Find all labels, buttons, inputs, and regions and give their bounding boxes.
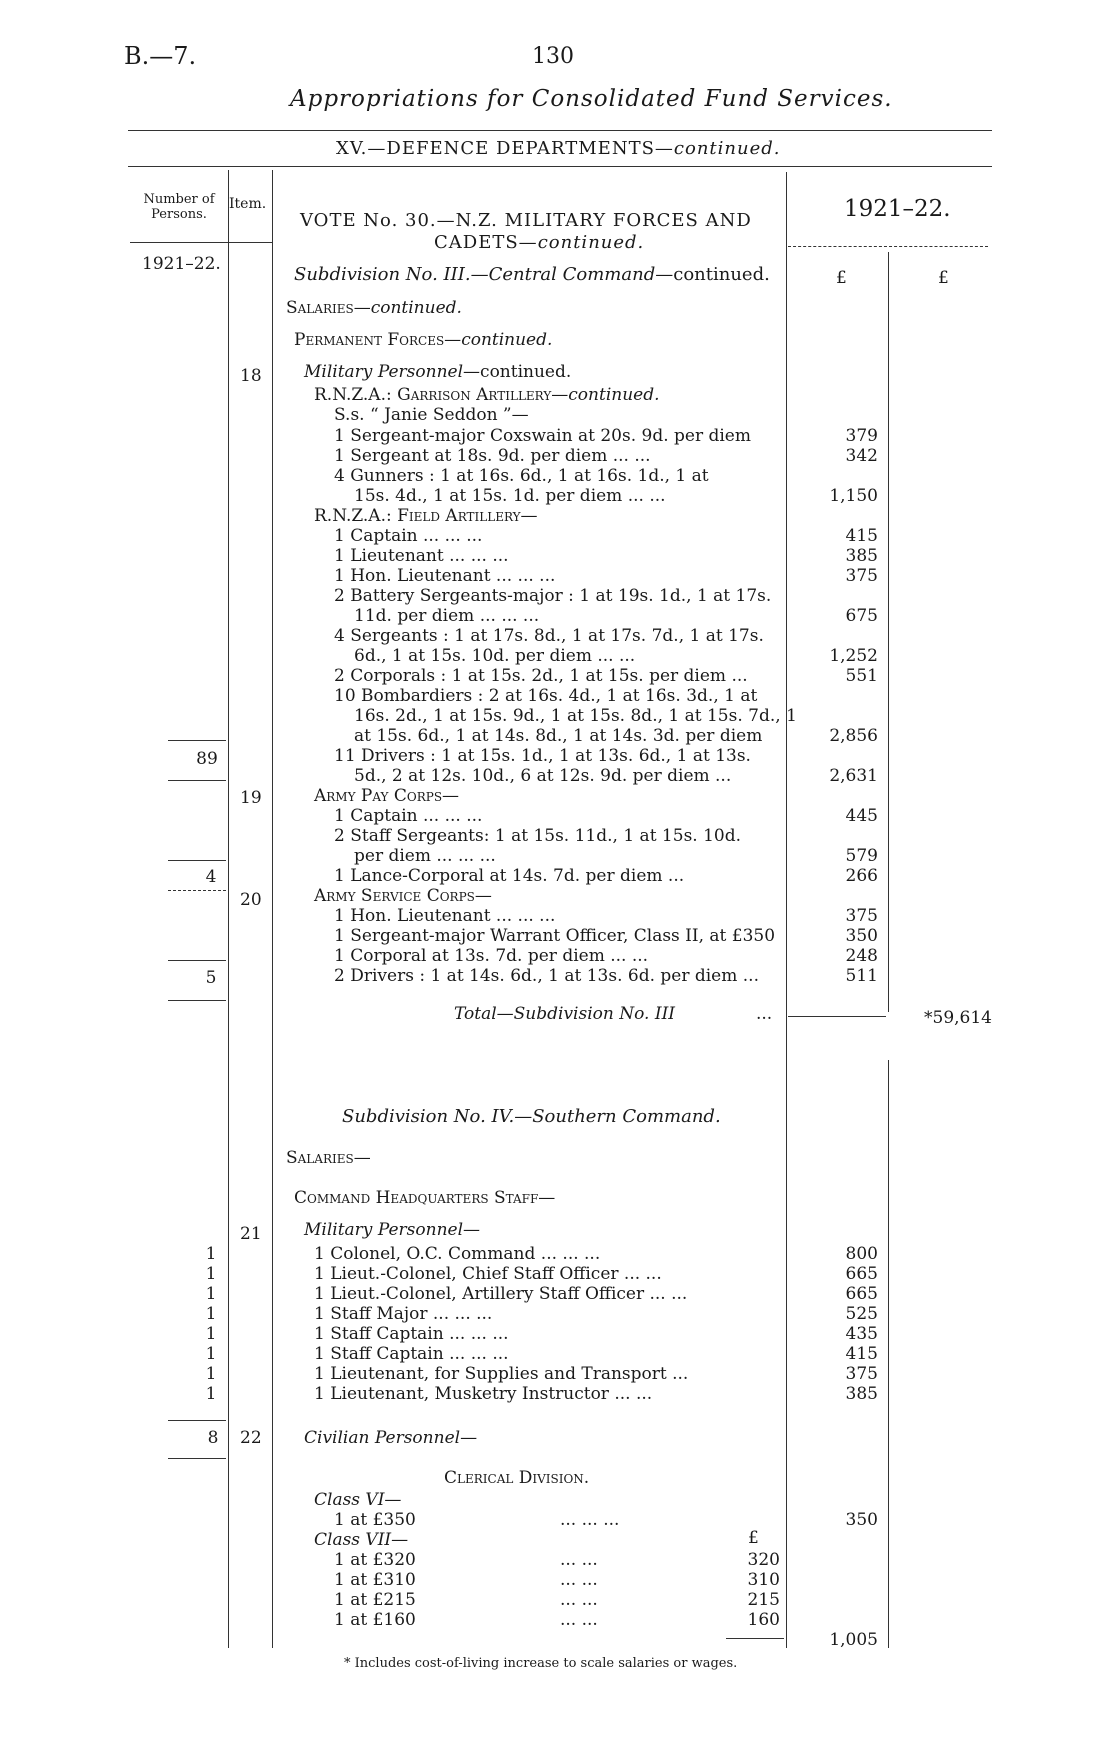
persons-header-rule bbox=[130, 242, 228, 243]
persons-count: 1 bbox=[205, 1304, 217, 1324]
page-number: 130 bbox=[532, 44, 574, 69]
class-7-heading: Class VII— bbox=[314, 1530, 409, 1550]
line-item-amount: 379 bbox=[845, 426, 878, 446]
persons-count: 1 bbox=[205, 1244, 217, 1264]
header-rule bbox=[128, 130, 992, 131]
line-item-amount: 525 bbox=[845, 1304, 878, 1324]
line-item-text: R.N.Z.A.: Field Artillery— bbox=[314, 506, 538, 526]
line-item-amount: 2,856 bbox=[829, 726, 878, 746]
military-personnel-label: Military Personnel— bbox=[304, 362, 481, 382]
total-column-divider bbox=[888, 252, 889, 1012]
line-item-text: 1 Sergeant-major Warrant Officer, Class II, at £350 bbox=[334, 926, 776, 946]
persons-rule bbox=[168, 1420, 226, 1421]
line-item-text: 4 Sergeants : 1 at 17s. 8d., 1 at 17s. 7d., 1 at 17s. bbox=[334, 626, 764, 646]
salaries-heading bbox=[286, 298, 462, 318]
persons-count: 1 bbox=[205, 1384, 217, 1404]
persons-count: 89 bbox=[196, 749, 218, 769]
civilian-personnel-heading: Civilian Personnel— bbox=[304, 1428, 478, 1448]
line-item-text: 1 Staff Captain ... ... ... bbox=[314, 1344, 509, 1364]
line-item-text: 1 Staff Captain ... ... ... bbox=[314, 1324, 509, 1344]
line-item-amount: 375 bbox=[845, 566, 878, 586]
persons-count: 5 bbox=[205, 968, 217, 988]
line-item-text: 1 Lieutenant ... ... ... bbox=[334, 546, 509, 566]
subdivision-3-total-label: Total—Subdivision No. III bbox=[454, 1004, 676, 1024]
garrison-artillery-label: R.N.Z.A.: Garrison Artillery— bbox=[314, 385, 569, 405]
persons-rule bbox=[168, 960, 226, 961]
line-item-amount: 385 bbox=[845, 1384, 878, 1404]
line-item-text: 1 Hon. Lieutenant ... ... ... bbox=[334, 906, 556, 926]
line-item-text: 2 Corporals : 1 at 15s. 2d., 1 at 15s. per diem ... bbox=[334, 666, 748, 686]
military-personnel-continued: continued. bbox=[480, 362, 572, 382]
line-item-amount: 342 bbox=[845, 446, 878, 466]
line-item-amount: 415 bbox=[845, 1344, 878, 1364]
persons-rule bbox=[168, 1000, 226, 1001]
persons-column-divider bbox=[228, 170, 229, 1648]
line-item-text: 1 Corporal at 13s. 7d. per diem ... ... bbox=[334, 946, 649, 966]
line-item-text: 1 Lieutenant, Musketry Instructor ... ... bbox=[314, 1384, 653, 1404]
garrison-artillery-heading bbox=[314, 385, 660, 405]
line-item-amount: 511 bbox=[845, 966, 878, 986]
persons-rule bbox=[168, 740, 226, 741]
persons-rule bbox=[168, 890, 226, 891]
line-item-amount: 375 bbox=[845, 906, 878, 926]
line-item-amount: 445 bbox=[845, 806, 878, 826]
class-7-subamount: 310 bbox=[747, 1570, 780, 1590]
line-item-text: 1 Lieutenant, for Supplies and Transport ... bbox=[314, 1364, 689, 1384]
line-item-text: 5d., 2 at 12s. 10d., 6 at 12s. 9d. per diem ... bbox=[354, 766, 732, 786]
clerical-division-heading: Clerical Division. bbox=[444, 1468, 590, 1488]
permanent-forces-label: Permanent Forces— bbox=[294, 330, 462, 350]
inner-pound-sign: £ bbox=[748, 1528, 759, 1548]
line-item-text: 1 Sergeant at 18s. 9d. per diem ... ... bbox=[334, 446, 651, 466]
persons-total: 8 bbox=[207, 1428, 219, 1448]
persons-count: 1 bbox=[205, 1324, 217, 1344]
class-7-row: 1 at £320 bbox=[334, 1550, 416, 1570]
subdivision-3-total-amount: *59,614 bbox=[924, 1008, 992, 1028]
subdivision-3-continued: continued. bbox=[673, 264, 770, 285]
line-item-text: 2 Drivers : 1 at 14s. 6d., 1 at 13s. 6d. per diem ... bbox=[334, 966, 759, 986]
footnote: * Includes cost-of-living increase to scale salaries or wages. bbox=[344, 1656, 738, 1671]
line-item-text: 11 Drivers : 1 at 15s. 1d., 1 at 13s. 6d., 1 at 13s. bbox=[334, 746, 751, 766]
vote-heading-line1: VOTE No. 30.—N.Z. MILITARY FORCES AND bbox=[300, 210, 752, 231]
line-item-amount: 1,252 bbox=[829, 646, 878, 666]
persons-rule bbox=[168, 1458, 226, 1459]
line-item-text: 16s. 2d., 1 at 15s. 9d., 1 at 15s. 8d., 1 at 15s. 7d., 1 bbox=[354, 706, 797, 726]
year-heading: 1921–22. bbox=[844, 196, 951, 222]
line-item-text: per diem ... ... ... bbox=[354, 846, 496, 866]
line-item-amount: 665 bbox=[845, 1264, 878, 1284]
total-column-divider-lower bbox=[888, 1060, 889, 1648]
total-leader-dots: ... bbox=[756, 1004, 773, 1024]
line-item-text: 4 Gunners : 1 at 16s. 6d., 1 at 16s. 1d., 1 at bbox=[334, 466, 709, 486]
document-reference: B.—7. bbox=[124, 42, 197, 70]
sub4-military-personnel-heading: Military Personnel— bbox=[304, 1220, 481, 1240]
line-item-text: 1 Staff Major ... ... ... bbox=[314, 1304, 493, 1324]
salaries-label: Salaries— bbox=[286, 298, 371, 318]
vote-heading-line2-text: CADETS— bbox=[434, 232, 538, 253]
total-rule bbox=[788, 1016, 886, 1017]
section-title: XV.—DEFENCE DEPARTMENTS— bbox=[336, 138, 674, 159]
item-number: 22 bbox=[240, 1428, 262, 1448]
leader-dots: ... ... bbox=[560, 1550, 598, 1570]
item-number: 21 bbox=[240, 1224, 262, 1244]
leader-dots: ... ... bbox=[560, 1610, 598, 1630]
line-item-amount: 248 bbox=[845, 946, 878, 966]
item-column-header: Item. bbox=[229, 196, 267, 212]
class-7-row: 1 at £215 bbox=[334, 1590, 416, 1610]
class-7-subamount: 215 bbox=[747, 1590, 780, 1610]
item-header-rule bbox=[229, 242, 272, 243]
table-top-rule bbox=[128, 166, 992, 167]
sub4-salaries-heading: Salaries— bbox=[286, 1148, 371, 1168]
section-heading bbox=[336, 138, 781, 159]
item-column-divider bbox=[272, 170, 273, 1648]
line-item-amount: 350 bbox=[845, 926, 878, 946]
item-number: 20 bbox=[240, 890, 262, 910]
class-7-total-amount: 1,005 bbox=[829, 1630, 878, 1650]
class-7-row: 1 at £310 bbox=[334, 1570, 416, 1590]
line-item-amount: 1,150 bbox=[829, 486, 878, 506]
persons-rule bbox=[168, 780, 226, 781]
leader-dots: ... ... bbox=[560, 1570, 598, 1590]
class-6-row: 1 at £350 bbox=[334, 1510, 416, 1530]
subdivision-3-heading bbox=[294, 264, 770, 285]
persons-column-header: Number of Persons. bbox=[143, 192, 215, 222]
persons-count: 1 bbox=[205, 1344, 217, 1364]
class-7-subamount: 320 bbox=[747, 1550, 780, 1570]
line-item-text: 2 Battery Sergeants-major : 1 at 19s. 1d., 1 at 17s. bbox=[334, 586, 772, 606]
line-item-amount: 385 bbox=[845, 546, 878, 566]
line-item-amount: 435 bbox=[845, 1324, 878, 1344]
amount-column-divider bbox=[786, 172, 787, 1648]
line-item-text: 1 Colonel, O.C. Command ... ... ... bbox=[314, 1244, 601, 1264]
subdivision-3-title: Subdivision No. III.—Central Command— bbox=[294, 264, 674, 285]
year-rule bbox=[788, 246, 988, 247]
line-item-amount: 2,631 bbox=[829, 766, 878, 786]
line-item-text: 2 Staff Sergeants: 1 at 15s. 11d., 1 at 15s. 10d. bbox=[334, 826, 742, 846]
subdivision-4-heading: Subdivision No. IV.—Southern Command. bbox=[342, 1106, 721, 1127]
line-item-text: 11d. per diem ... ... ... bbox=[354, 606, 540, 626]
leader-dots: ... ... bbox=[560, 1590, 598, 1610]
line-item-text: 1 Lance-Corporal at 14s. 7d. per diem ... bbox=[334, 866, 685, 886]
line-item-text: 1 Captain ... ... ... bbox=[334, 526, 483, 546]
permanent-forces-continued: continued. bbox=[461, 330, 553, 350]
persons-count: 4 bbox=[205, 867, 217, 887]
class-6-heading: Class VI— bbox=[314, 1490, 402, 1510]
line-item-amount: 579 bbox=[845, 846, 878, 866]
line-item-amount: 675 bbox=[845, 606, 878, 626]
garrison-artillery-continued: continued. bbox=[568, 385, 660, 405]
line-item-text: 1 Lieut.-Colonel, Chief Staff Officer ... ... bbox=[314, 1264, 662, 1284]
line-item-text: 1 Captain ... ... ... bbox=[334, 806, 483, 826]
item-number: 19 bbox=[240, 788, 262, 808]
pound-sign-1: £ bbox=[836, 268, 847, 288]
salaries-continued: continued. bbox=[370, 298, 462, 318]
vote-heading-continued: continued. bbox=[537, 232, 645, 253]
line-item-amount: 266 bbox=[845, 866, 878, 886]
pound-sign-2: £ bbox=[938, 268, 949, 288]
vote-heading-line2 bbox=[434, 232, 644, 253]
persons-rule bbox=[168, 860, 226, 861]
class-7-subtotal-rule bbox=[726, 1638, 784, 1639]
line-item-amount: 800 bbox=[845, 1244, 878, 1264]
permanent-forces-heading bbox=[294, 330, 552, 350]
command-hq-staff-heading: Command Headquarters Staff— bbox=[294, 1188, 556, 1208]
section-continued: continued. bbox=[673, 138, 781, 159]
persons-count: 1 bbox=[205, 1264, 217, 1284]
persons-count: 1 bbox=[205, 1284, 217, 1304]
class-6-leader-dots: ... ... ... bbox=[560, 1510, 620, 1530]
item-number: 18 bbox=[240, 366, 262, 386]
class-7-row: 1 at £160 bbox=[334, 1610, 416, 1630]
class-7-subamount: 160 bbox=[747, 1610, 780, 1630]
persons-year: 1921–22. bbox=[142, 254, 221, 274]
line-item-text: 6d., 1 at 15s. 10d. per diem ... ... bbox=[354, 646, 636, 666]
janie-seddon-heading: S.s. “ Janie Seddon ”— bbox=[334, 405, 529, 425]
page-title: Appropriations for Consolidated Fund Services. bbox=[290, 86, 893, 112]
line-item-text: 15s. 4d., 1 at 15s. 1d. per diem ... ... bbox=[354, 486, 666, 506]
line-item-text: Army Pay Corps— bbox=[314, 786, 460, 806]
line-item-text: at 15s. 6d., 1 at 14s. 8d., 1 at 14s. 3d. per diem bbox=[354, 726, 763, 746]
line-item-text: Army Service Corps— bbox=[314, 886, 492, 906]
line-item-amount: 665 bbox=[845, 1284, 878, 1304]
military-personnel-heading bbox=[304, 362, 571, 382]
class-6-amount: 350 bbox=[845, 1510, 878, 1530]
line-item-amount: 415 bbox=[845, 526, 878, 546]
line-item-amount: 551 bbox=[845, 666, 878, 686]
line-item-amount: 375 bbox=[845, 1364, 878, 1384]
line-item-text: 1 Hon. Lieutenant ... ... ... bbox=[334, 566, 556, 586]
line-item-text: 1 Lieut.-Colonel, Artillery Staff Officer ... ... bbox=[314, 1284, 688, 1304]
persons-count: 1 bbox=[205, 1364, 217, 1384]
line-item-text: 1 Sergeant-major Coxswain at 20s. 9d. per diem bbox=[334, 426, 751, 446]
line-item-text: 10 Bombardiers : 2 at 16s. 4d., 1 at 16s. 3d., 1 at bbox=[334, 686, 758, 706]
